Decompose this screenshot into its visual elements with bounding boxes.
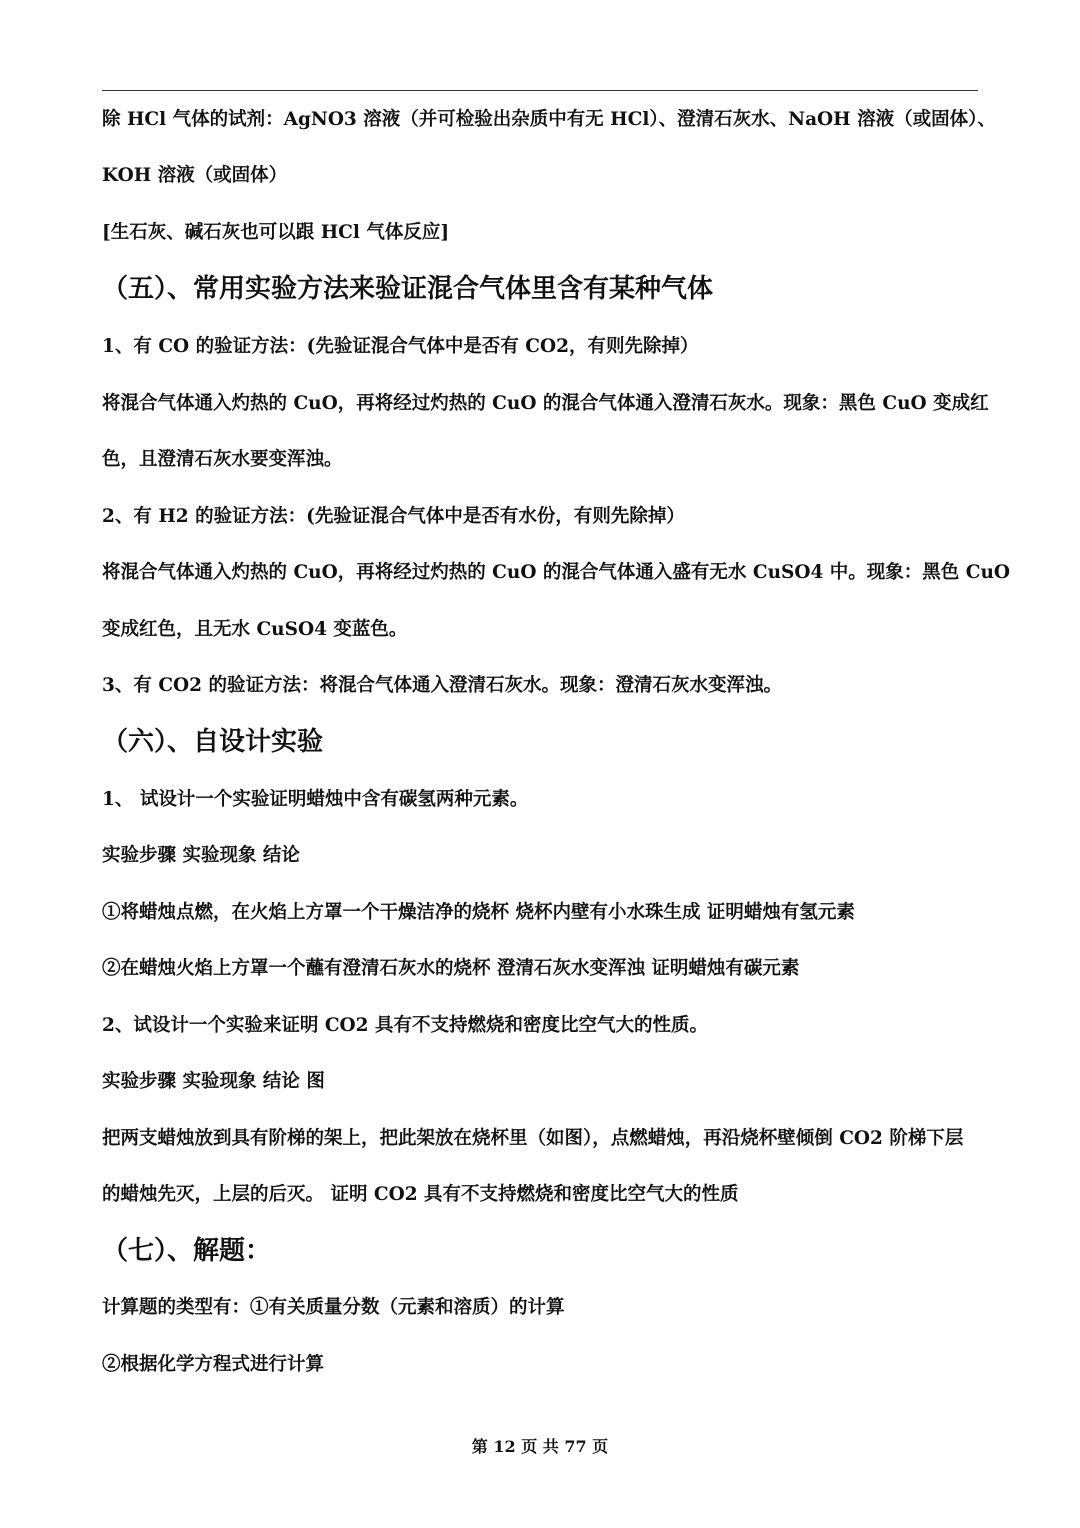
text-line-quicklime-note: [生石灰、碱石灰也可以跟 HCl 气体反应] (102, 222, 450, 243)
text-line-h2-procedure: 将混合气体通入灼热的 CuO，再将经过灼热的 CuO 的混合气体通入盛有无水 CuSO4 中。现象：黑色 CuO (102, 562, 1011, 583)
text-line-co-procedure: 将混合气体通入灼热的 CuO，再将经过灼热的 CuO 的混合气体通入澄清石灰水。现象：黑色 CuO 变成红 (102, 393, 989, 414)
text-line-exp1-step1: ①将蜡烛点燃，在火焰上方罩一个干燥洁净的烧杯 烧杯内壁有小水珠生成 证明蜡烛有氢元素 (102, 902, 855, 923)
text-line-koh: KOH 溶液（或固体） (102, 165, 288, 186)
text-line-exp2-procedure: 把两支蜡烛放到具有阶梯的架上，把此架放在烧杯里（如图），点燃蜡烛，再沿烧杯壁倾倒 CO2 阶梯下层 (102, 1128, 964, 1149)
text-line-co-method: 1、有 CO 的验证方法：(先验证混合气体中是否有 CO2，有则先除掉） (102, 336, 699, 357)
text-line-exp1-step2: ②在蜡烛火焰上方罩一个蘸有澄清石灰水的烧杯 澄清石灰水变浑浊 证明蜡烛有碳元素 (102, 958, 800, 979)
text-line-hcl-reagents: 除 HCl 气体的试剂：AgNO3 溶液（并可检验出杂质中有无 HCl）、澄清石灰水、NaOH 溶液（或固体）、 (102, 109, 996, 130)
text-line-exp2-result: 的蜡烛先灭，上层的后灭。 证明 CO2 具有不支持燃烧和密度比空气大的性质 (102, 1184, 739, 1205)
text-line-exp2-title: 2、试设计一个实验来证明 CO2 具有不支持燃烧和密度比空气大的性质。 (102, 1015, 708, 1036)
text-line-exp1-columns: 实验步骤 实验现象 结论 (102, 845, 300, 866)
text-line-calc-equation: ②根据化学方程式进行计算 (102, 1354, 325, 1375)
section-heading-7: （七）、解题： (102, 1236, 272, 1266)
header-rule (102, 90, 978, 91)
text-line-co2-method: 3、有 CO2 的验证方法：将混合气体通入澄清石灰水。现象：澄清石灰水变浑浊。 (102, 675, 782, 696)
text-line-h2-result: 变成红色，且无水 CuSO4 变蓝色。 (102, 619, 408, 640)
text-line-co-result: 色，且澄清石灰水要变浑浊。 (102, 449, 343, 470)
text-line-exp2-columns: 实验步骤 实验现象 结论 图 (102, 1071, 325, 1092)
section-heading-6: （六）、自设计实验 (102, 727, 324, 757)
text-line-exp1-title: 1、 试设计一个实验证明蜡烛中含有碳氢两种元素。 (102, 789, 529, 810)
text-line-h2-method: 2、有 H2 的验证方法：(先验证混合气体中是否有水份，有则先除掉） (102, 506, 685, 527)
page-number: 第 12 页 共 77 页 (471, 1437, 609, 1456)
text-line-calc-types: 计算题的类型有：①有关质量分数（元素和溶质）的计算 (102, 1297, 565, 1318)
section-heading-5: （五）、常用实验方法来验证混合气体里含有某种气体 (102, 274, 714, 304)
